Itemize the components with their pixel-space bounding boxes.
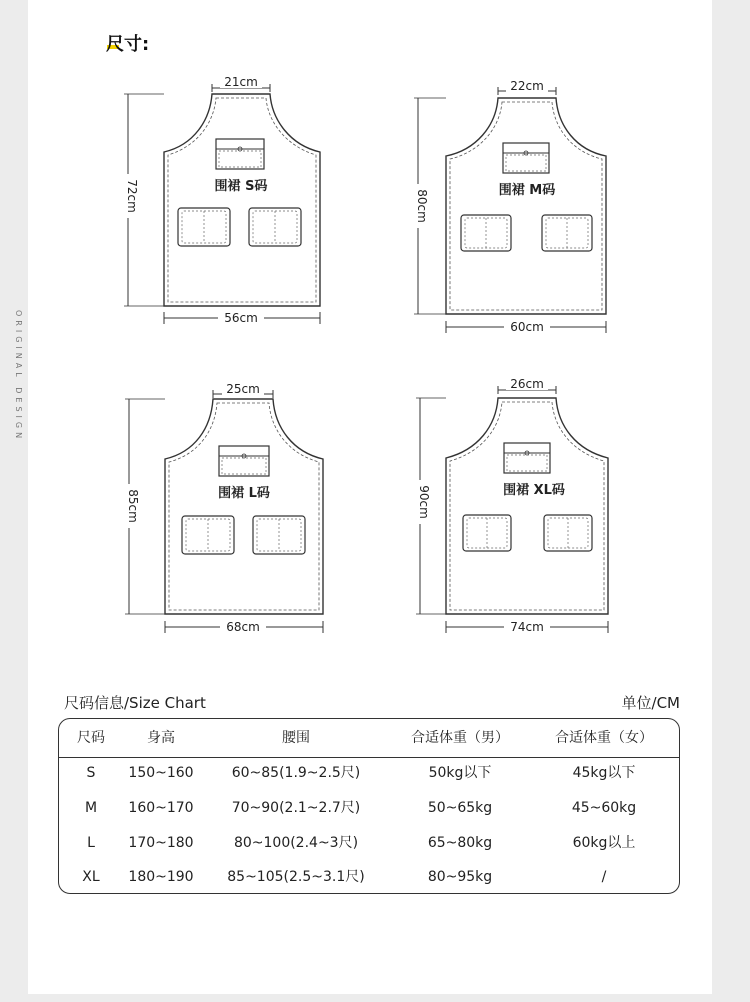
apron-s-outline bbox=[164, 94, 320, 306]
cell-height: 180~190 bbox=[128, 869, 194, 885]
apron-m-label: 围裙 M码 bbox=[498, 183, 556, 198]
cell-waist: 70~90(2.1~2.7尺) bbox=[231, 800, 361, 816]
cell-height: 160~170 bbox=[128, 800, 194, 816]
cell-weight-male: 50kg以下 bbox=[428, 765, 492, 781]
cell-weight-male: 65~80kg bbox=[427, 835, 493, 851]
cell-size: XL bbox=[82, 869, 100, 885]
table-header-row bbox=[59, 721, 679, 755]
cell-size: M bbox=[84, 800, 98, 816]
table-row bbox=[59, 791, 679, 825]
apron-l-length: 85cm bbox=[126, 489, 140, 523]
side-watermark-text: ORIGINAL DESIGN bbox=[14, 310, 23, 443]
page-title: 尺寸: bbox=[106, 34, 150, 55]
apron-l-label: 围裙 L码 bbox=[218, 486, 270, 501]
apron-xl-top-width: 26cm bbox=[510, 377, 544, 391]
apron-xl-outline bbox=[446, 398, 608, 614]
apron-m-diagram bbox=[410, 79, 606, 334]
cell-height: 170~180 bbox=[128, 835, 194, 851]
apron-m-outline bbox=[446, 98, 606, 314]
apron-xl-bottom-width: 74cm bbox=[510, 620, 544, 634]
cell-weight-female: 60kg以上 bbox=[572, 835, 636, 851]
apron-l-top-width: 25cm bbox=[226, 382, 260, 396]
apron-s-diagram bbox=[120, 75, 320, 325]
size-chart-title: 尺码信息/Size Chart bbox=[64, 694, 206, 712]
cell-size: L bbox=[87, 835, 95, 851]
cell-waist: 60~85(1.9~2.5尺) bbox=[231, 765, 361, 781]
header-height: 身高 bbox=[147, 730, 175, 746]
apron-m-bottom-width: 60cm bbox=[510, 320, 544, 334]
size-chart-unit: 单位/CM bbox=[621, 694, 680, 712]
cell-size: S bbox=[86, 765, 96, 781]
cell-weight-female: 45~60kg bbox=[571, 800, 637, 816]
apron-s-label: 围裙 S码 bbox=[214, 179, 268, 194]
apron-xl-diagram bbox=[412, 377, 608, 634]
table-row bbox=[59, 826, 679, 860]
apron-m-length: 80cm bbox=[415, 189, 429, 223]
cell-height: 150~160 bbox=[128, 765, 194, 781]
table-row bbox=[59, 756, 679, 790]
apron-m-top-width: 22cm bbox=[510, 79, 544, 93]
apron-s-top-width: 21cm bbox=[224, 75, 258, 89]
header-weight-male: 合适体重（男） bbox=[411, 730, 509, 746]
cell-weight-male: 80~95kg bbox=[427, 869, 493, 885]
cell-waist: 85~105(2.5~3.1尺) bbox=[227, 869, 365, 885]
header-size: 尺码 bbox=[77, 730, 105, 746]
cell-weight-male: 50~65kg bbox=[427, 800, 493, 816]
cell-weight-female: / bbox=[601, 869, 607, 885]
apron-s-length: 72cm bbox=[125, 179, 139, 213]
cell-waist: 80~100(2.4~3尺) bbox=[233, 835, 359, 851]
cell-weight-female: 45kg以下 bbox=[572, 765, 636, 781]
apron-l-outline bbox=[165, 399, 323, 614]
apron-xl-length: 90cm bbox=[417, 485, 431, 519]
header-weight-female: 合适体重（女） bbox=[555, 730, 653, 746]
apron-xl-label: 围裙 XL码 bbox=[503, 483, 565, 498]
apron-l-bottom-width: 68cm bbox=[226, 620, 260, 634]
size-chart-table bbox=[58, 718, 680, 894]
table-row bbox=[59, 860, 679, 894]
header-waist: 腰围 bbox=[282, 730, 310, 746]
apron-s-bottom-width: 56cm bbox=[224, 311, 258, 325]
apron-l-diagram bbox=[121, 382, 323, 634]
